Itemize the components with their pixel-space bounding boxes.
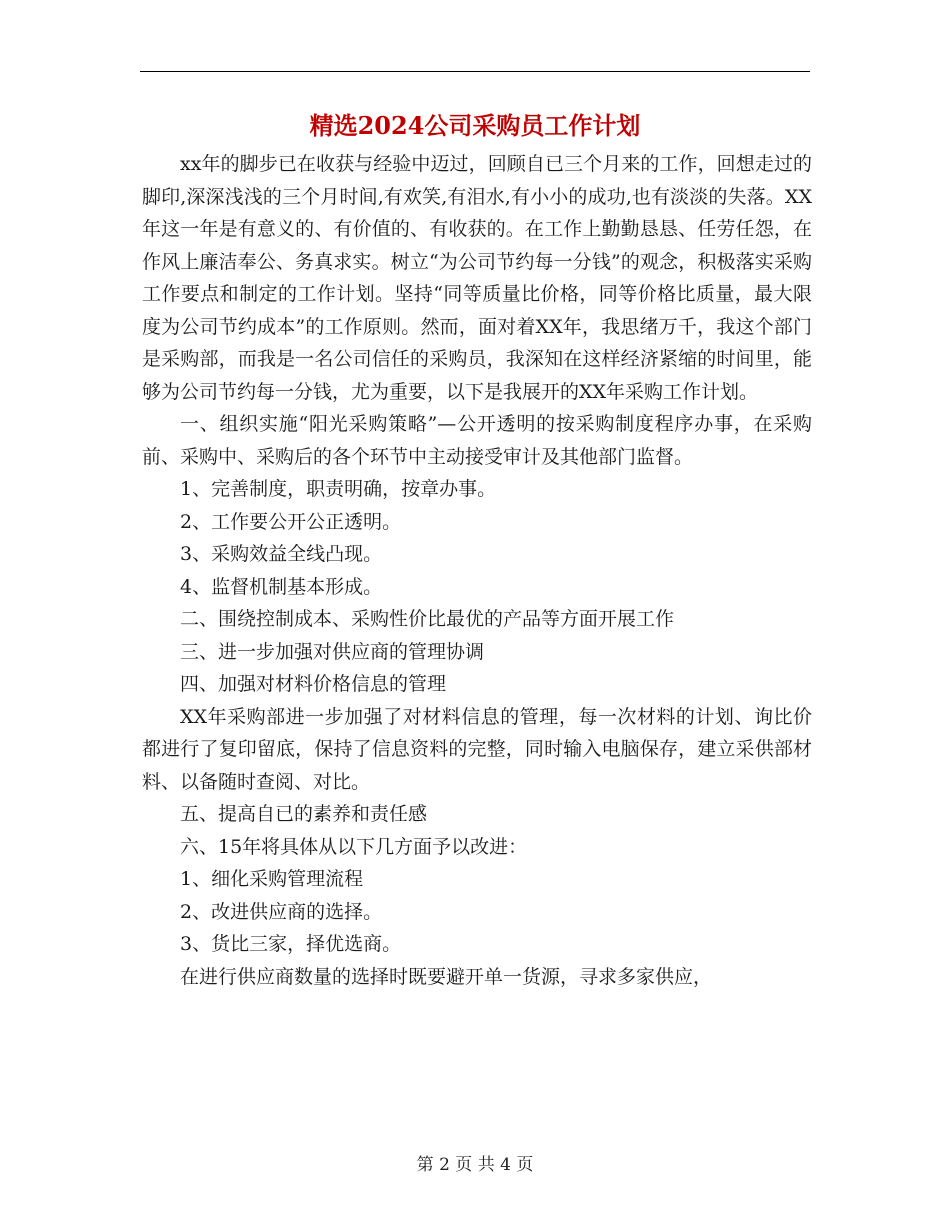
paragraph-section-6: 六、15年将具体从以下几方面予以改进： — [180, 835, 528, 858]
list-item: 2、改进供应商的选择。 — [180, 900, 383, 923]
header-rule — [140, 71, 810, 72]
list-item: 1、完善制度，职责明确，按章办事。 — [180, 478, 497, 500]
list-item: 2、工作要公开公正透明。 — [180, 510, 402, 533]
paragraph-section-3: 三、进一步加强对供应商的管理协调 — [180, 640, 485, 663]
list-item: 3、采购效益全线凸现。 — [180, 543, 383, 565]
paragraph-material-info: XX年采购部进一步加强了对材料信息的管理，每一次材料的计划、询比价都进行了复印留底，保持了信息资料的完整，同时输入电脑保存，建立采供部材料、以备随时查阅、对比。 — [142, 705, 812, 793]
paragraph-intro: xx年的脚步已在收获与经验中迈过，回顾自已三个月来的工作，回想走过的脚印,深深浅浅的三个月时间,有欢笑,有泪水,有小小的成功,也有淡淡的失落。XX年这一年是有意义的、有价值的、有收获的。在工作上勤勤恳恳、任劳任怨，在作风上廉洁奉公、务真求实。树立“为公司节约每一分钱”的观念，积极落实采购工作要点和制定的工作计划。坚持“同等质量比价格，同等价格比质量，最大限度为公司节约成本”的工作原则。然而，面对着XX年，我思绪万千，我这个部门是采购部，而我是一名公司信任的采购员，我深知在这样经济紧缩的时间里，能够为公司节约每一分钱，尤为重要，以下是我展开的XX年采购工作计划。 — [142, 153, 812, 403]
paragraph-section-5: 五、提高自已的素养和责任感 — [180, 803, 428, 825]
page-number: 第 2 页 共 4 页 — [416, 1155, 534, 1175]
document-body — [142, 148, 812, 993]
list-item: 3、货比三家，择优选商。 — [180, 933, 402, 955]
list-item: 4、监督机制基本形成。 — [180, 575, 383, 598]
paragraph-section-4: 四、加强对材料价格信息的管理 — [180, 673, 447, 695]
paragraph-section-1: 一、组织实施“阳光采购策略”—公开透明的按采购制度程序办事，在采购前、采购中、采购后的各个环节中主动接受审计及其他部门监督。 — [142, 413, 812, 468]
list-item: 1、细化采购管理流程 — [180, 868, 364, 890]
paragraph-supplier: 在进行供应商数量的选择时既要避开单一货源，寻求多家供应， — [180, 965, 713, 988]
paragraph-section-2: 二、围绕控制成本、采购性价比最优的产品等方面开展工作 — [180, 608, 675, 630]
document-title: 精选2024公司采购员工作计划 — [309, 111, 641, 140]
